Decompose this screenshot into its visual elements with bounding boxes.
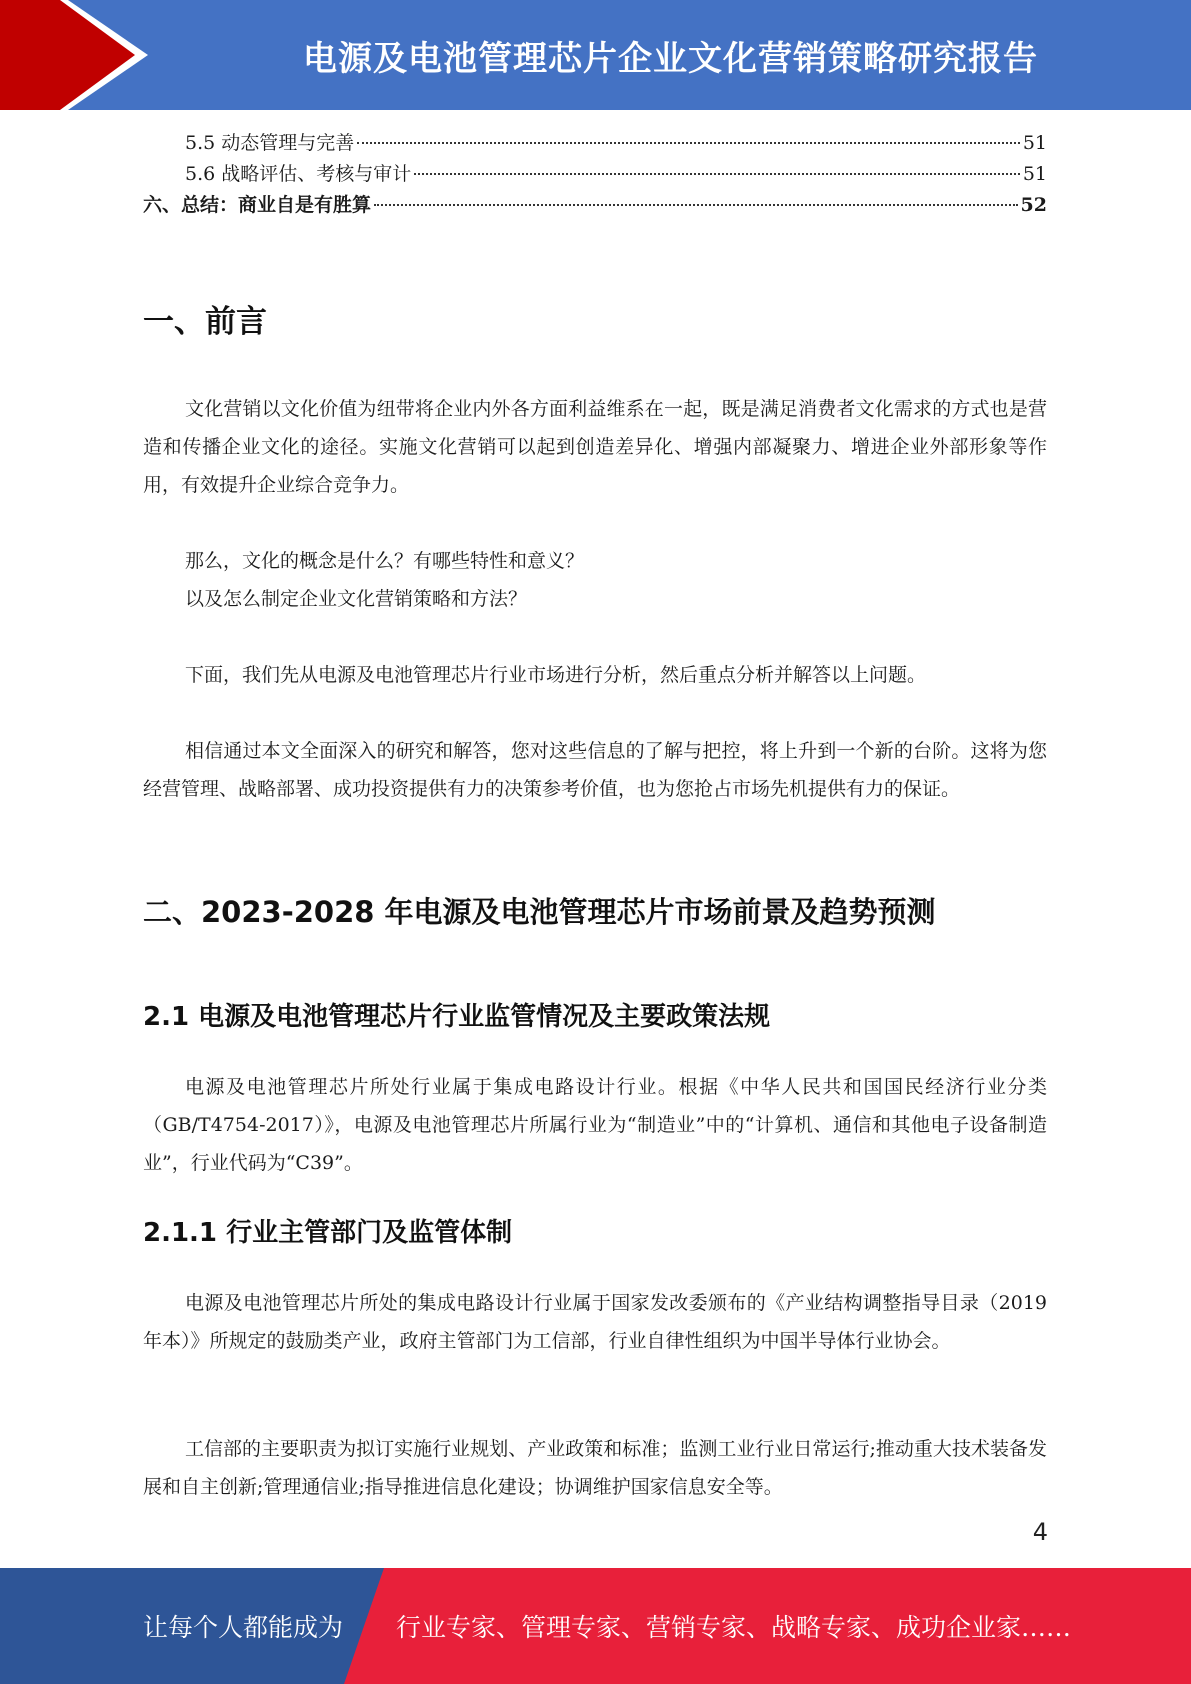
paragraph-question: 以及怎么制定企业文化营销策略和方法？	[185, 588, 528, 610]
toc-entry[interactable]	[143, 128, 1047, 159]
toc-leader-dots	[357, 142, 1020, 144]
paragraph-question: 那么，文化的概念是什么？有哪些特性和意义？	[185, 550, 585, 572]
toc-entry[interactable]	[143, 190, 1047, 221]
footer-slogan-right: 行业专家、管理专家、营销专家、战略专家、成功企业家……	[396, 1613, 1072, 1642]
page-footer	[0, 1568, 1191, 1684]
toc-entry-page: 52	[1020, 194, 1047, 216]
page-header	[0, 0, 1191, 110]
paragraph: 下面，我们先从电源及电池管理芯片行业市场进行分析，然后重点分析并解答以上问题。	[185, 664, 927, 686]
header-title: 电源及电池管理芯片企业文化营销策略研究报告	[303, 38, 1038, 79]
toc-entry-label: 六、总结：商业自是有胜算	[143, 194, 372, 216]
page-number: 4	[1032, 1518, 1048, 1546]
paragraph: 文化营销以文化价值为纽带将企业内外各方面利益维系在一起，既是满足消费者文化需求的方式也是营造和传播企业文化的途径。实施文化营销可以起到创造差异化、增强内部凝聚力、增进企业外部形象等作用，有效提升企业综合竞争力。	[143, 398, 1047, 496]
toc-entry-label: 5.5 动态管理与完善	[185, 132, 355, 154]
section-heading-preface: 一、前言	[143, 304, 267, 340]
toc-entry-page: 51	[1022, 163, 1047, 185]
toc-entry[interactable]	[143, 159, 1047, 190]
toc-entry-label: 5.6 战略评估、考核与审计	[185, 163, 412, 185]
footer-slogan-left: 让每个人都能成为	[143, 1613, 344, 1642]
header-chevron-graphic	[0, 0, 150, 110]
toc-leader-dots	[414, 173, 1020, 175]
paragraph: 相信通过本文全面深入的研究和解答，您对这些信息的了解与把控，将上升到一个新的台阶。这将为您经营管理、战略部署、成功投资提供有力的决策参考价值，也为您抢占市场先机提供有力的保证。	[143, 740, 1047, 800]
paragraph: 电源及电池管理芯片所处行业属于集成电路设计行业。根据《中华人民共和国国民经济行业分类（GB/T4754-2017）》，电源及电池管理芯片所属行业为“制造业”中的“计算机、通信和其他电子设备制造业”，行业代码为“C39”。	[143, 1076, 1047, 1174]
paragraph: 电源及电池管理芯片所处的集成电路设计行业属于国家发改委颁布的《产业结构调整指导目录（2019 年本）》所规定的鼓励类产业，政府主管部门为工信部，行业自律性组织为中国半导体行业协会。	[143, 1292, 1047, 1352]
subsection-heading-authorities: 2.1.1 行业主管部门及监管体制	[143, 1218, 513, 1248]
paragraph: 工信部的主要职责为拟订实施行业规划、产业政策和标准；监测工业行业日常运行;推动重大技术装备发展和自主创新;管理通信业;指导推进信息化建设；协调维护国家信息安全等。	[143, 1438, 1047, 1498]
toc-entry-page: 51	[1022, 132, 1047, 154]
section-heading-market-outlook: 二、2023-2028 年电源及电池管理芯片市场前景及趋势预测	[143, 895, 936, 929]
subsection-heading-regulation: 2.1 电源及电池管理芯片行业监管情况及主要政策法规	[143, 1002, 771, 1032]
toc-list	[143, 128, 1047, 221]
toc-leader-dots	[374, 204, 1018, 206]
